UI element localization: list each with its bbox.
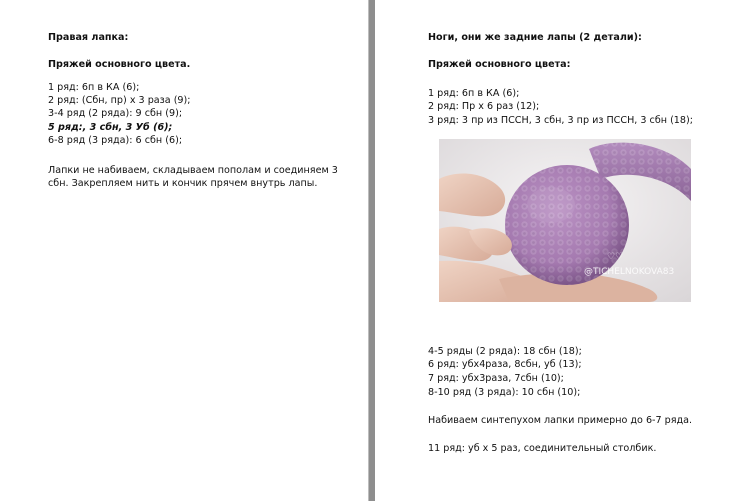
right-row: 7 ряд: убх3раза, 7сбн (10);: [428, 373, 564, 384]
left-row: 1 ряд: 6п в КА (6);: [48, 82, 140, 93]
crochet-paw-photo: [439, 139, 691, 302]
right-row: 1 ряд: 6п в КА (6);: [428, 88, 520, 99]
left-row: 6-8 ряд (3 ряда): 6 сбн (6);: [48, 135, 183, 146]
right-row: 4-5 ряды (2 ряда): 18 сбн (18);: [428, 346, 582, 357]
right-row: 2 ряд: Пр х 6 раз (12);: [428, 101, 540, 112]
right-title: Ноги, они же задние лапы (2 детали):: [428, 32, 642, 43]
left-row: 3-4 ряд (2 ряда): 9 сбн (9);: [48, 108, 183, 119]
crochet-paw-illustration: [439, 139, 691, 302]
right-row: 8-10 ряд (3 ряда): 10 сбн (10);: [428, 387, 581, 398]
left-note-line: сбн. Закрепляем нить и кончик прячем внутрь лапы.: [48, 178, 318, 189]
left-title: Правая лапка:: [48, 32, 129, 43]
left-note-line: Лапки не набиваем, складываем пополам и соединяем 3: [48, 165, 338, 176]
stuffing-note: Набиваем синтепухом лапки примерно до 6-7 ряда.: [428, 415, 693, 426]
right-subtitle: Пряжей основного цвета:: [428, 59, 571, 70]
left-row-emphasized: 5 ряд:, 3 сбн, 3 Уб (6);: [48, 122, 173, 133]
left-row: 2 ряд: (Сбн, пр) х 3 раза (9);: [48, 95, 191, 106]
right-row: 6 ряд: убх4раза, 8сбн, уб (13);: [428, 359, 582, 370]
photo-watermark: @TICHELNOKOVA83: [584, 267, 675, 277]
final-row: 11 ряд: уб х 5 раз, соединительный столбик.: [428, 443, 657, 454]
left-subtitle: Пряжей основного цвета.: [48, 59, 191, 70]
watermark-hearts-icon: ♡♡: [607, 252, 624, 262]
right-row: 3 ряд: 3 пр из ПССН, 3 сбн, 3 пр из ПССН, 3 сбн (18);: [428, 115, 693, 126]
left-page: [0, 0, 369, 501]
